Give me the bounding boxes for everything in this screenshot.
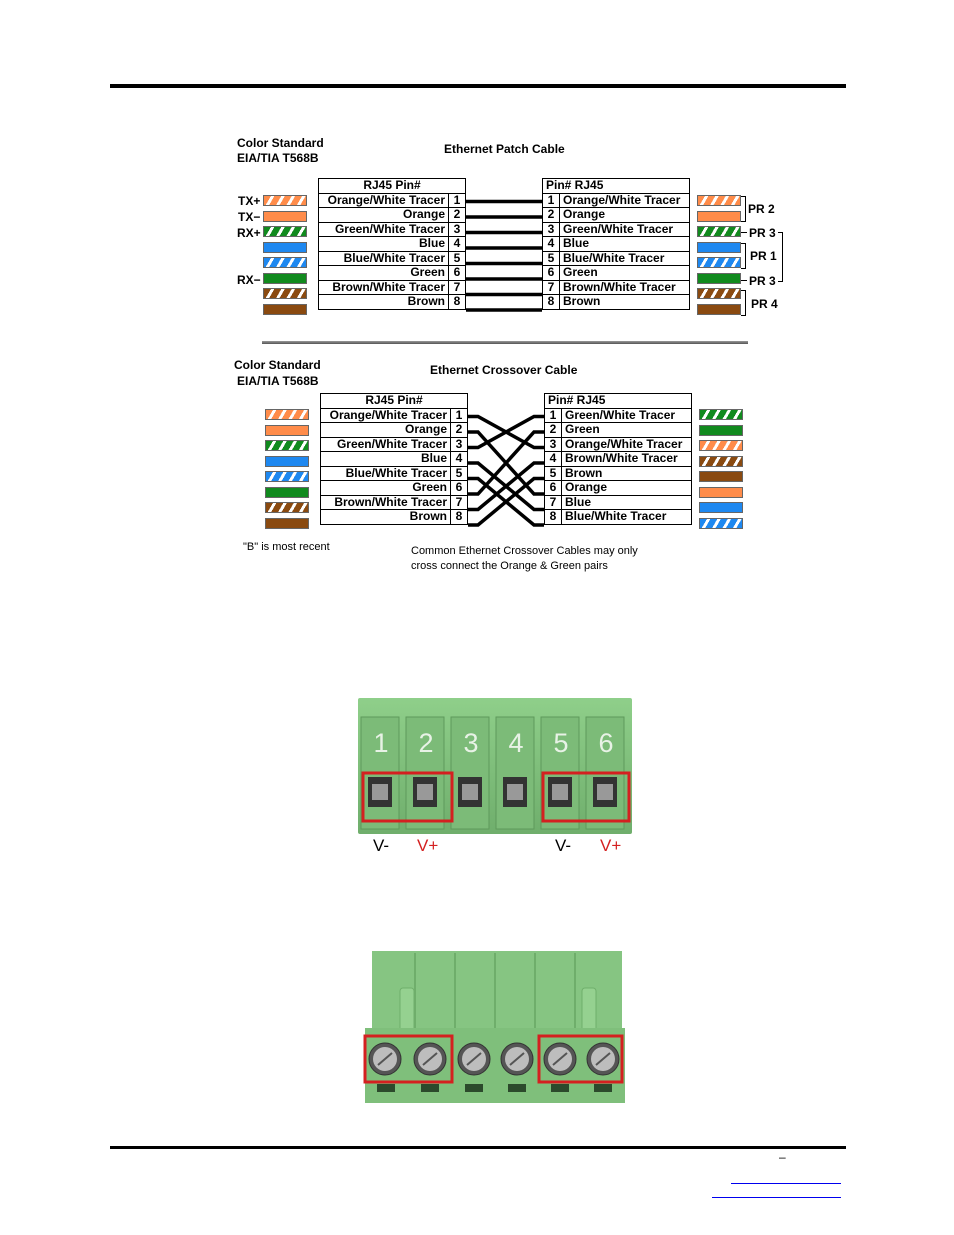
pair-bracket [778, 232, 783, 282]
table-row [321, 495, 468, 510]
wire-color-swatch [697, 195, 741, 206]
plug-wire-hole [377, 1084, 395, 1092]
wire-name: Blue [560, 237, 690, 252]
patch-standard-line2: EIA/TIA T568B [237, 151, 319, 165]
table-row [545, 437, 692, 452]
table-row [321, 437, 468, 452]
terminal-clamp-face [462, 784, 478, 800]
plug-wire-hole [508, 1084, 526, 1092]
pin-number: 7 [451, 495, 468, 510]
terminal-clamp-face [507, 784, 523, 800]
wire-color-swatch [699, 440, 743, 451]
wire-name: Blue/White Tracer [319, 251, 449, 266]
wire-color-swatch [699, 518, 743, 529]
note-common-line1: Common Ethernet Crossover Cables may only [411, 545, 638, 557]
patch-left-header: RJ45 Pin# [319, 179, 466, 194]
wire-name: Blue/White Tracer [321, 466, 451, 481]
wire-color-swatch [265, 487, 309, 498]
wire-color-swatch [699, 409, 743, 420]
wire-color-swatch [265, 502, 309, 513]
wire-name: Brown [562, 466, 692, 481]
plug-wire-hole [465, 1084, 483, 1092]
note-common-line2: cross connect the Orange & Green pairs [411, 560, 608, 572]
pin-number: 1 [451, 408, 468, 423]
table-row [543, 280, 690, 295]
crossover-right-table [544, 393, 692, 525]
pair-label-pr3-bottom: PR 3 [749, 274, 776, 288]
pin-number: 2 [449, 208, 466, 223]
terminal-clamp-face [417, 784, 433, 800]
footer-mark: – [779, 1150, 786, 1164]
wire-name: Green/White Tracer [319, 222, 449, 237]
wire-name: Orange/White Tracer [560, 193, 690, 208]
wire-color-swatch [263, 195, 307, 206]
terminal-number: 4 [508, 728, 524, 758]
pin-number: 3 [449, 222, 466, 237]
table-row [545, 466, 692, 481]
table-row [319, 222, 466, 237]
wire-color-swatch [697, 242, 741, 253]
pin-number: 3 [451, 437, 468, 452]
wire-color-swatch [263, 226, 307, 237]
table-row [543, 266, 690, 281]
wire-color-swatch [697, 304, 741, 315]
pin-number: 6 [449, 266, 466, 281]
wire-color-swatch [699, 456, 743, 467]
table-row [319, 295, 466, 310]
patch-right-table [542, 178, 690, 310]
pin-number: 2 [545, 423, 562, 438]
wire-color-swatch [697, 288, 741, 299]
pair-label-pr1: PR 1 [750, 249, 777, 263]
table-row [319, 193, 466, 208]
pin-number: 7 [449, 280, 466, 295]
footer-link-1[interactable] [731, 1183, 841, 1184]
pin-number: 3 [545, 437, 562, 452]
wire-name: Brown [560, 295, 690, 310]
wire-color-swatch [265, 456, 309, 467]
pair-dash [741, 232, 747, 233]
wire-color-swatch [265, 425, 309, 436]
wire-name: Green [562, 423, 692, 438]
pin-number: 8 [449, 295, 466, 310]
wire-name: Brown/White Tracer [321, 495, 451, 510]
terminal-clamp-face [552, 784, 568, 800]
wire-color-swatch [699, 471, 743, 482]
terminal-block-front-photo [355, 695, 635, 885]
wire-color-swatch [263, 304, 307, 315]
wire-name: Blue/White Tracer [562, 510, 692, 525]
terminal-plug-photo [360, 948, 630, 1108]
table-row [543, 222, 690, 237]
plug-wire-hole [594, 1084, 612, 1092]
header-rule [110, 84, 846, 88]
table-row [321, 510, 468, 525]
pin-number: 8 [543, 295, 560, 310]
wire-name: Orange/White Tracer [319, 193, 449, 208]
plug-wire-hole [421, 1084, 439, 1092]
crossover-left-header: RJ45 Pin# [321, 394, 468, 409]
voltage-label-plus: V+ [417, 836, 439, 855]
wire-color-swatch [699, 502, 743, 513]
crossover-standard-line2: EIA/TIA T568B [237, 374, 319, 388]
wire-color-swatch [699, 487, 743, 498]
terminal-number: 2 [418, 728, 434, 758]
note-b-most-recent: "B" is most recent [243, 541, 330, 553]
wire-name: Blue [562, 495, 692, 510]
pin-number: 5 [451, 466, 468, 481]
pin-number: 7 [543, 280, 560, 295]
wire-name: Orange [321, 423, 451, 438]
wire-name: Brown/White Tracer [560, 280, 690, 295]
pin-number: 4 [449, 237, 466, 252]
wire-name: Green/White Tracer [562, 408, 692, 423]
table-row [543, 208, 690, 223]
voltage-label-plus: V+ [600, 836, 622, 855]
wire-name: Green [560, 266, 690, 281]
pin-number: 1 [543, 193, 560, 208]
footer-link-2[interactable] [712, 1197, 841, 1198]
table-row [321, 481, 468, 496]
table-row [545, 510, 692, 525]
table-row [545, 423, 692, 438]
plug-latch-left [400, 988, 414, 1033]
plug-body [365, 1028, 625, 1103]
table-row [543, 237, 690, 252]
patch-left-table [318, 178, 466, 310]
pin-number: 6 [545, 481, 562, 496]
wire-color-swatch [263, 273, 307, 284]
wire-name: Brown [319, 295, 449, 310]
pair-bracket [741, 196, 746, 222]
wire-color-swatch [697, 273, 741, 284]
wire-color-swatch [265, 518, 309, 529]
pair-label-pr2: PR 2 [748, 202, 775, 216]
plug-wire-hole [551, 1084, 569, 1092]
voltage-label-minus: V- [373, 836, 390, 855]
wire-name: Orange [319, 208, 449, 223]
terminal-clamp-face [372, 784, 388, 800]
pin-number: 5 [449, 251, 466, 266]
pin-number: 4 [543, 237, 560, 252]
patch-right-header: Pin# RJ45 [543, 179, 690, 194]
table-row [319, 280, 466, 295]
table-row [319, 208, 466, 223]
pin-number: 4 [451, 452, 468, 467]
signal-label-tx-plus: TX+ [238, 194, 261, 208]
crossover-standard-line1: Color Standard [234, 358, 321, 372]
wire-name: Green/White Tracer [321, 437, 451, 452]
wire-color-swatch [697, 211, 741, 222]
wire-name: Orange/White Tracer [321, 408, 451, 423]
wire-name: Brown/White Tracer [562, 452, 692, 467]
pair-label-pr4: PR 4 [751, 297, 778, 311]
wire-name: Blue [321, 452, 451, 467]
wire-name: Orange/White Tracer [562, 437, 692, 452]
crossover-title: Ethernet Crossover Cable [430, 363, 578, 377]
patch-standard-line1: Color Standard [237, 136, 324, 150]
table-row [319, 251, 466, 266]
table-row [543, 295, 690, 310]
wire-color-swatch [263, 288, 307, 299]
crossover-left-table [320, 393, 468, 525]
pair-bracket [741, 290, 746, 316]
wire-name: Blue [319, 237, 449, 252]
plug-latch-right [582, 988, 596, 1033]
table-row [321, 452, 468, 467]
pin-number: 2 [451, 423, 468, 438]
table-row [321, 466, 468, 481]
patch-title: Ethernet Patch Cable [444, 142, 565, 156]
wire-color-swatch [699, 425, 743, 436]
table-row [319, 237, 466, 252]
pair-label-pr3-top: PR 3 [749, 226, 776, 240]
wire-name: Green [321, 481, 451, 496]
wire-name: Orange [560, 208, 690, 223]
pin-number: 6 [451, 481, 468, 496]
signal-label-rx-plus: RX+ [237, 226, 261, 240]
terminal-number: 5 [553, 728, 569, 758]
crossover-wires [468, 393, 544, 535]
signal-label-tx-minus: TX− [238, 210, 261, 224]
wire-color-swatch [265, 440, 309, 451]
signal-label-rx-minus: RX− [237, 273, 261, 287]
table-row [319, 266, 466, 281]
pair-dash [741, 280, 747, 281]
table-row [545, 481, 692, 496]
wire-color-swatch [697, 226, 741, 237]
pin-number: 2 [543, 208, 560, 223]
pin-number: 6 [543, 266, 560, 281]
wire-color-swatch [265, 471, 309, 482]
pair-bracket [741, 243, 746, 269]
table-row [545, 408, 692, 423]
section-divider [262, 341, 748, 344]
footer-rule [110, 1146, 846, 1149]
table-row [545, 452, 692, 467]
wire-color-swatch [263, 211, 307, 222]
wire-color-swatch [263, 242, 307, 253]
pin-number: 1 [449, 193, 466, 208]
wire-name: Brown/White Tracer [319, 280, 449, 295]
pin-number: 5 [545, 466, 562, 481]
terminal-number: 3 [463, 728, 479, 758]
wire-name: Orange [562, 481, 692, 496]
wire-name: Green/White Tracer [560, 222, 690, 237]
wire-name: Brown [321, 510, 451, 525]
pin-number: 8 [545, 510, 562, 525]
table-row [545, 495, 692, 510]
pin-number: 3 [543, 222, 560, 237]
pin-number: 1 [545, 408, 562, 423]
pin-number: 8 [451, 510, 468, 525]
terminal-number: 1 [373, 728, 389, 758]
crossover-right-header: Pin# RJ45 [545, 394, 692, 409]
pin-number: 7 [545, 495, 562, 510]
wire-color-swatch [263, 257, 307, 268]
pin-number: 5 [543, 251, 560, 266]
terminal-number: 6 [598, 728, 614, 758]
table-row [321, 408, 468, 423]
voltage-label-minus: V- [555, 836, 572, 855]
pin-number: 4 [545, 452, 562, 467]
wire-color-swatch [265, 409, 309, 420]
table-row [543, 193, 690, 208]
terminal-clamp-face [597, 784, 613, 800]
wire-color-swatch [697, 257, 741, 268]
table-row [543, 251, 690, 266]
wire-name: Blue/White Tracer [560, 251, 690, 266]
wire-name: Green [319, 266, 449, 281]
patch-wires [466, 178, 542, 320]
table-row [321, 423, 468, 438]
